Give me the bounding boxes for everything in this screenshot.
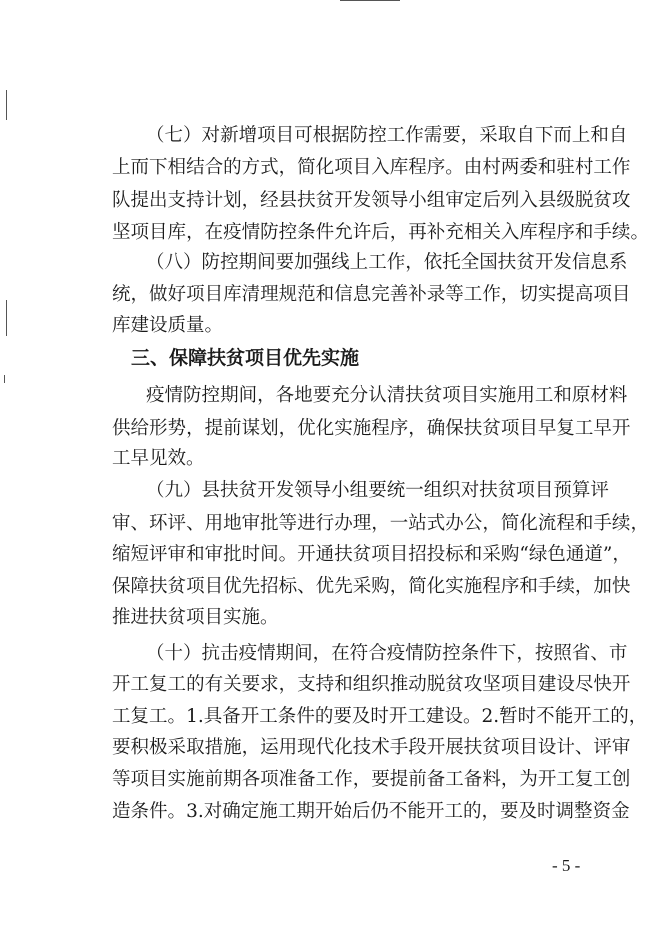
text-line: 供 给 形 势 ， 提 前 谋 划 ， 优 化 实 施 程 序 ， 确 保 扶 贫 项 目 早 复 工 早 开: [112, 418, 631, 439]
text-line: （ 九 ） 县 扶 贫 开 发 领 导 小 组 要 统 一 组 织 对 扶 贫 项 目 预 算 评: [146, 480, 609, 501]
text-line: 坚 项 目 库 ， 在 疫 情 防 控 条 件 允 许 后 ， 再 补 充 相 关 入 库 程 序 和 手 续 。: [112, 222, 649, 243]
text-line: （ 十 ） 抗 击 疫 情 期 间 ， 在 符 合 疫 情 防 控 条 件 下 ， 按 照 省 、 市: [146, 643, 628, 664]
text-line: 缩 短 评 审 和 审 批 时 间 。 开 通 扶 贫 项 目 招 投 标 和 采 购 “ 绿 色 通 道 ” ，: [112, 544, 631, 565]
text-line: 造 条 件 。 3 . 对 确 定 施 工 期 开 始 后 仍 不 能 开 工 的 ， 要 及 时 调 整 资 金: [112, 801, 630, 822]
scan-edge-mark: [6, 90, 7, 120]
page-number: - 5 -: [552, 856, 581, 875]
text-line: 队 提 出 支 持 计 划 ， 经 县 扶 贫 开 发 领 导 小 组 审 定 后 列 入 县 级 脱 贫 攻: [112, 190, 631, 211]
text-line: 疫 情 防 控 期 间 ， 各 地 要 充 分 认 清 扶 贫 项 目 实 施 用 工 和 原 材 料: [146, 385, 628, 406]
text-line: 工 复 工 。 1 . 具 备 开 工 条 件 的 要 及 时 开 工 建 设 。 2 . 暂 时 不 能 开 工 的 ，: [112, 706, 648, 727]
section-heading: 三、保障扶贫项目优先实施: [131, 347, 360, 369]
text-line: 库建设质量。: [112, 315, 224, 336]
text-line: 工早见效。: [112, 448, 205, 469]
text-line: 上 而 下 相 结 合 的 方 式 ， 简 化 项 目 入 库 程 序 。 由 村 两 委 和 驻 村 工 作: [112, 157, 631, 178]
text-line: 开 工 复 工 的 有 关 要 求 ， 支 持 和 组 织 推 动 脱 贫 攻 坚 项 目 建 设 尽 快 开: [112, 674, 631, 695]
text-line: （ 七 ） 对 新 增 项 目 可 根 据 防 控 工 作 需 要 ， 采 取 自 下 而 上 和 自: [146, 125, 628, 146]
text-line: 要 积 极 采 取 措 施 ， 运 用 现 代 化 技 术 手 段 开 展 扶 贫 项 目 设 计 、 评 审: [112, 737, 631, 758]
text-line: （ 八 ） 防 控 期 间 要 加 强 线 上 工 作 ， 依 托 全 国 扶 贫 开 发 信 息 系: [146, 252, 628, 273]
text-line: 保 障 扶 贫 项 目 优 先 招 标 、 优 先 采 购 ， 简 化 实 施 程 序 和 手 续 ， 加 快: [112, 576, 631, 597]
scan-top-mark: [340, 0, 400, 1]
text-line: 推进扶贫项目实施。: [112, 607, 279, 628]
text-line: 等 项 目 实 施 前 期 各 项 准 备 工 作 ， 要 提 前 备 工 备 料 ， 为 开 工 复 工 创: [112, 769, 631, 790]
text-line: 审 、 环 评 、 用 地 审 批 等 进 行 办 理 ， 一 站 式 办 公 ， 简 化 流 程 和 手 续 ，: [112, 513, 649, 534]
scan-edge-mark: [4, 375, 5, 383]
scan-edge-mark: [6, 300, 7, 336]
text-line: 统 ， 做 好 项 目 库 清 理 规 范 和 信 息 完 善 补 录 等 工 作 ， 切 实 提 高 项 目: [112, 284, 631, 305]
